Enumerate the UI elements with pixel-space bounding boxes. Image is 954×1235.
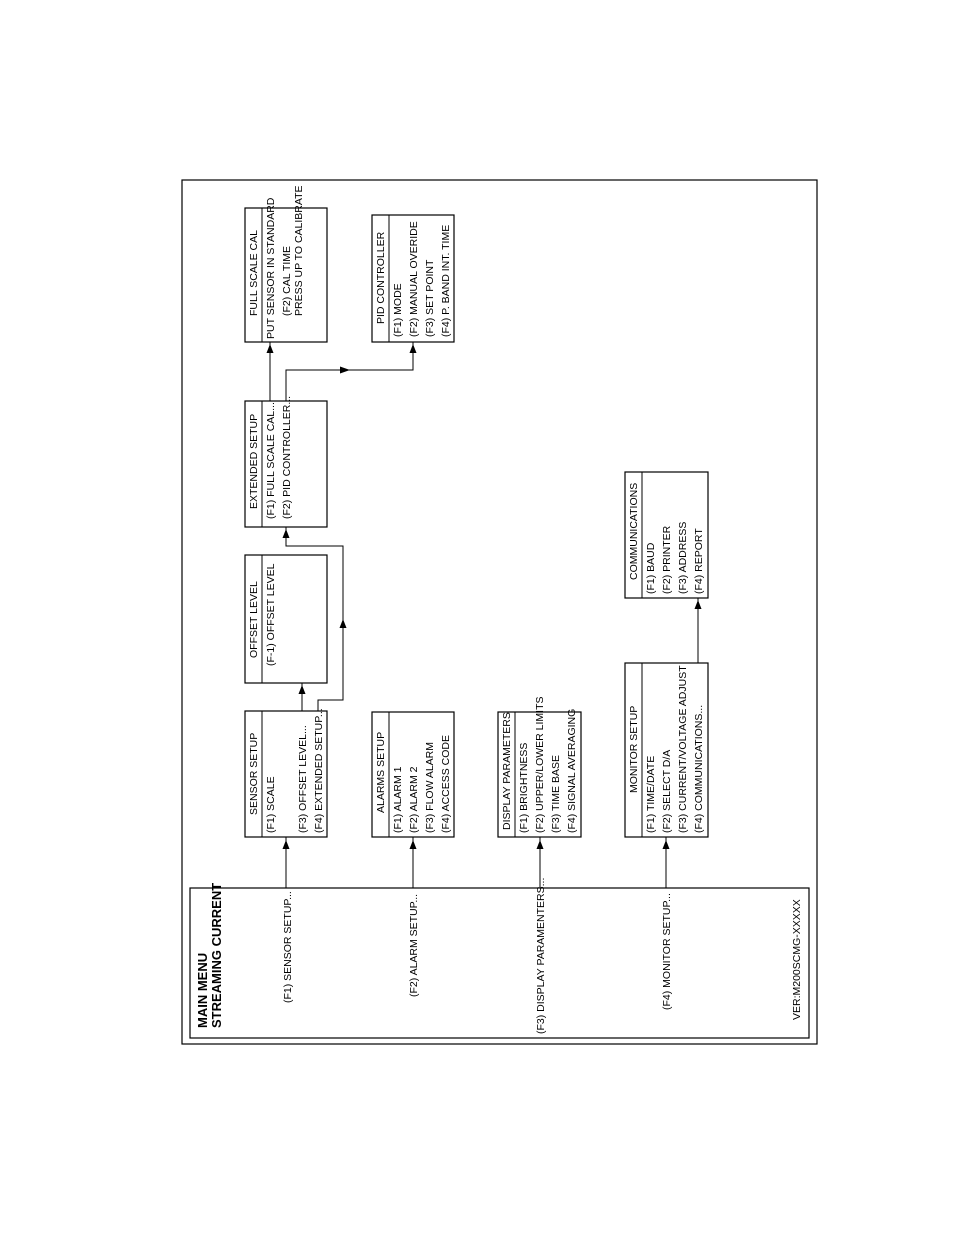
extended-setup-item-pid-controller[interactable]: (F2) PID CONTROLLER... <box>281 395 293 519</box>
connector-main-to-alarms-setup <box>410 837 417 888</box>
main-menu-box <box>190 878 809 1038</box>
main-menu-item-display-parameters[interactable]: (F3) DISPLAY PARAMENTERS... <box>535 877 547 1034</box>
monitor-setup-item-select-da[interactable]: (F2) SELECT D/A <box>661 749 673 833</box>
communications-box <box>625 472 708 598</box>
extended-setup-box <box>245 396 327 527</box>
communications-item-printer[interactable]: (F2) PRINTER <box>661 525 673 594</box>
monitor-setup-item-current-voltage-adjust[interactable]: (F3) CURRENT/VOLTAGE ADJUST <box>677 665 689 833</box>
offset-level-title: OFFSET LEVEL <box>248 581 260 658</box>
main-menu-version: VER:M200SCMG-XXXXX <box>791 899 803 1020</box>
display-parameters-item-brightness[interactable]: (F1) BRIGHTNESS <box>518 742 530 833</box>
monitor-setup-title: MONITOR SETUP <box>628 705 640 793</box>
sensor-setup-item-extended-setup[interactable]: (F4) EXTENDED SETUP... <box>313 708 325 833</box>
monitor-setup-box <box>625 663 708 837</box>
alarms-setup-item-access-code[interactable]: (F4) ACCESS CODE <box>440 734 452 833</box>
full-scale-cal-line-press-up: PRESS UP TO CALIBRATE <box>293 185 305 316</box>
display-parameters-item-signal-averaging[interactable]: (F4) SIGNAL AVERAGING <box>566 708 578 833</box>
connector-sensor-to-offset-level <box>299 683 306 711</box>
pid-controller-item-p-band-int-time[interactable]: (F4) P. BAND INT. TIME <box>440 224 452 337</box>
connector-extended-to-pid-controller <box>286 342 417 401</box>
connector-monitor-to-communications <box>695 598 702 663</box>
display-parameters-box <box>498 696 581 837</box>
pid-controller-item-set-point[interactable]: (F3) SET POINT <box>424 259 436 337</box>
full-scale-cal-title: FULL SCALE CAL <box>248 230 260 316</box>
extended-setup-item-full-scale-cal[interactable]: (F1) FULL SCALE CAL... <box>265 402 277 519</box>
communications-item-address[interactable]: (F3) ADDRESS <box>677 521 689 594</box>
communications-title: COMMUNICATIONS <box>628 482 640 580</box>
main-menu-item-alarm-setup[interactable]: (F2) ALARM SETUP... <box>408 893 420 997</box>
communications-item-report[interactable]: (F4) REPORT <box>693 528 705 594</box>
alarms-setup-item-flow-alarm[interactable]: (F3) FLOW ALARM <box>424 741 436 833</box>
pid-controller-box <box>372 215 454 342</box>
main-menu-title-line-1: MAIN MENU <box>195 952 210 1028</box>
connector-extended-to-full-scale-cal <box>267 342 274 401</box>
extended-setup-title: EXTENDED SETUP <box>248 413 260 509</box>
display-parameters-item-time-base[interactable]: (F3) TIME BASE <box>550 755 562 833</box>
full-scale-cal-box <box>245 185 327 342</box>
full-scale-cal-line-put-sensor: PUT SENSOR IN STANDARD <box>265 197 277 339</box>
sensor-setup-item-scale[interactable]: (F1) SCALE <box>265 776 277 833</box>
connector-main-to-sensor-setup <box>283 837 290 888</box>
offset-level-item-offset-level[interactable]: (F-1) OFFSET LEVEL <box>265 563 277 666</box>
monitor-setup-item-communications[interactable]: (F4) COMMUNICATIONS... <box>693 704 705 833</box>
main-menu-item-sensor-setup[interactable]: (F1) SENSOR SETUP... <box>282 891 294 1003</box>
main-menu-item-monitor-setup[interactable]: (F4) MONITOR SETUP... <box>661 893 673 1010</box>
sensor-setup-box <box>245 708 327 837</box>
display-parameters-title: DISPLAY PARAMETERS <box>501 712 513 830</box>
pid-controller-item-mode[interactable]: (F1) MODE <box>392 283 404 337</box>
sensor-setup-title: SENSOR SETUP <box>248 732 260 815</box>
alarms-setup-title: ALARMS SETUP <box>375 731 387 813</box>
alarms-setup-item-alarm-2[interactable]: (F2) ALARM 2 <box>408 766 420 833</box>
communications-item-baud[interactable]: (F1) BAUD <box>645 542 657 594</box>
sensor-setup-item-offset-level[interactable]: (F3) OFFSET LEVEL... <box>297 725 309 833</box>
display-parameters-item-upper-lower-limits[interactable]: (F2) UPPER/LOWER LIMITS <box>534 696 546 833</box>
full-scale-cal-item-cal-time[interactable]: (F2) CAL TIME <box>281 245 293 316</box>
pid-controller-title: PID CONTROLLER <box>375 231 387 324</box>
pid-controller-item-manual-overide[interactable]: (F2) MANUAL OVERIDE <box>408 221 420 337</box>
monitor-setup-item-time-date[interactable]: (F1) TIME/DATE <box>645 755 657 833</box>
offset-level-box <box>245 555 327 683</box>
connector-main-to-monitor-setup <box>663 837 670 888</box>
alarms-setup-item-alarm-1[interactable]: (F1) ALARM 1 <box>392 766 404 833</box>
alarms-setup-box <box>372 712 454 837</box>
main-menu-title-line-2: STREAMING CURRENT <box>209 882 224 1028</box>
